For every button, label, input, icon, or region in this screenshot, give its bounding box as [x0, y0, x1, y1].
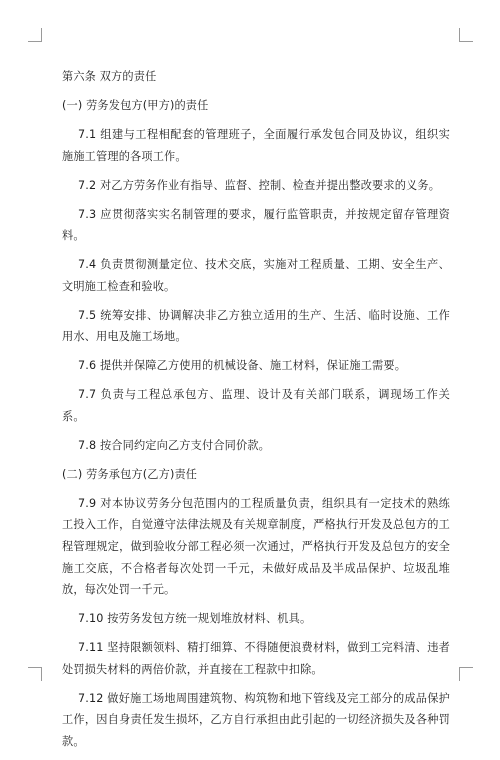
crop-mark-bottom-left: [28, 667, 42, 681]
article-heading: 第六条 双方的责任: [62, 70, 157, 83]
clause-7-8: 7.8 按合同约定向乙方支付合同价款。: [78, 438, 271, 452]
clause-7-1: 7.1 组建与工程相配套的管理班子，全面履行承发包合同及协议，组织实施施工管理的各项工作。: [62, 127, 450, 163]
clause-7-11: 7.11 坚持限额领料、精打细算、不得随便浪费材料，做到工完料清、违者处罚损失材料的两倍价款，并直接在工程款中扣除。: [62, 641, 450, 676]
clause-7-12: 7.12 做好施工场地周围建筑物、构筑物和地下管线及完工部分的成品保护工作，因自身责任发生损坏，乙方自行承担由此引起的一切经济损失及各种罚款。: [62, 691, 450, 748]
clause-7-6: 7.6 提供并保障乙方使用的机械设备、施工材料，保证施工需要。: [78, 359, 407, 373]
clause-7-3: 7.3 应贯彻落实实名制管理的要求，履行监管职责，并按规定留存管理资料。: [62, 207, 450, 243]
crop-mark-top-right: [459, 28, 473, 42]
clause-7-5: 7.5 统筹安排、协调解决非乙方独立适用的生产、生活、临时设施、工作用水、用电及施工场地。: [62, 308, 450, 344]
clause-7-9: 7.9 对本协议劳务分包范围内的工程质量负责，组织具有一定技术的熟练工投入工作，自觉遵守法律法规及有关规章制度，严格执行开发及总包方的工程管理规定，做到验收分部工程必须一次通过，严格执行开发及总包方的安全施工交底，不合格者每次处罚一千元，未做好成品及半成品保护、垃圾乱堆放，每次处罚一千元。: [62, 496, 450, 597]
crop-mark-bottom-right: [459, 667, 473, 681]
section-b-heading: (二) 劳务承包方(乙方)责任: [62, 467, 198, 481]
section-a-heading: (一) 劳务发包方(甲方)的责任: [62, 98, 209, 112]
crop-mark-top-left: [28, 28, 42, 42]
clause-7-7: 7.7 负责与工程总承包方、监理、设计及有关部门联系，调现场工作关系。: [62, 388, 450, 423]
document-body: [62, 66, 450, 760]
clause-7-10: 7.10 按劳务发包方统一规划堆放材料、机具。: [78, 612, 312, 626]
clause-7-2: 7.2 对乙方劳务作业有指导、监督、控制、检查并提出整改要求的义务。: [78, 178, 441, 192]
clause-7-4: 7.4 负责贯彻测量定位、技术交底，实施对工程质量、工期、安全生产、文明施工检查和验收。: [62, 258, 450, 293]
